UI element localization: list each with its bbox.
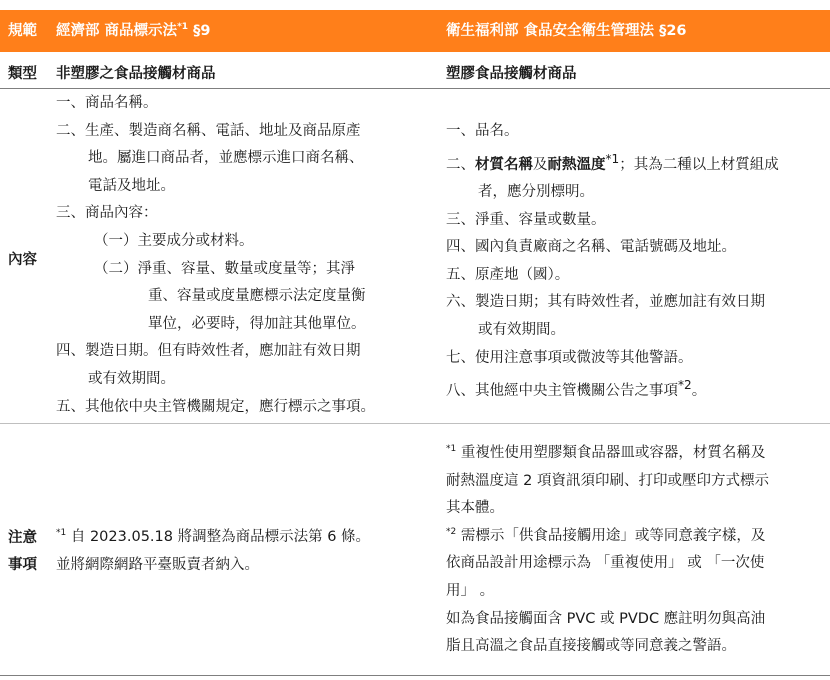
note-line: $^{*1}$ 重複性使用塑膠類食品器皿或容器，材質名稱及 xyxy=(446,444,766,461)
note-line: 其本體。 xyxy=(446,500,504,517)
row-divider xyxy=(0,88,830,89)
footnote-marker: *1 xyxy=(446,444,457,454)
type-row-label: 類型 xyxy=(8,66,37,82)
notes-row-label xyxy=(8,525,37,579)
list-item: 六、製造日期；其有時效性者，並應加註有效日期 xyxy=(446,294,765,311)
content-row-label: 內容 xyxy=(8,252,37,268)
header-regulation-label: 規範 xyxy=(8,23,37,39)
notes-col2 xyxy=(446,440,830,661)
sub-list-item-continuation: 重、容量或度量應標示法定度量衡 xyxy=(148,288,366,305)
material-name-term: 材質名稱 xyxy=(475,156,533,173)
notes-col1 xyxy=(56,524,436,579)
table-header-row xyxy=(0,10,830,52)
content-col2-list xyxy=(446,118,830,406)
type-col1: 非塑膠之食品接觸材商品 xyxy=(56,66,216,82)
note-line: $^{*2}$ 需標示「供食品接觸用途」或等同意義字樣，及 xyxy=(446,526,766,544)
list-item-continuation: 或有效期間。 xyxy=(88,370,175,387)
header-col1-footnote: *1 xyxy=(177,22,189,32)
header-col1 xyxy=(56,10,210,52)
list-item: 一、商品名稱。 xyxy=(56,95,158,111)
header-col1-title: 經濟部 商品標示法 xyxy=(56,23,178,39)
list-item-prefix: 二、 xyxy=(446,156,475,173)
list-item-text: ；其為二種以上材質組成 xyxy=(619,156,779,173)
list-item: 三、商品內容： xyxy=(56,205,158,222)
header-col1-section: §9 xyxy=(188,23,211,39)
content-col1-list xyxy=(56,90,426,421)
sub-list-item: （二）淨重、容量、數量或度量等；其淨 xyxy=(94,260,355,277)
list-item: 一、品名。 xyxy=(446,123,519,139)
notes-label-line: 事項 xyxy=(8,557,37,573)
row-divider xyxy=(0,423,830,424)
list-item xyxy=(446,146,830,179)
list-item-continuation: 地。屬進口商品者，並應標示進口商名稱、 xyxy=(88,150,364,167)
list-item: 五、其他依中央主管機關規定，應行標示之事項。 xyxy=(56,398,375,415)
list-item: 四、國內負責廠商之名稱、電話號碼及地址。 xyxy=(446,239,736,256)
heat-resistance-term: 耐熱溫度 xyxy=(547,156,606,173)
notes-label-line: 注意 xyxy=(8,530,37,546)
note-line: 脂且高溫之食品直接接觸或等同意義之警語。 xyxy=(446,638,736,655)
note-line: 耐熱溫度這 2 項資訊須印刷、打印或壓印方式標示 xyxy=(446,472,769,489)
list-item-continuation: 電話及地址。 xyxy=(88,177,175,194)
list-item: 二、生產、製造商名稱、電話、地址及商品原產 xyxy=(56,122,361,139)
list-item-text: 八、其他經中央主管機關公告之事項 xyxy=(446,383,678,399)
header-col2-title: 衛生福利部 食品安全衛生管理法 §26 xyxy=(446,23,687,39)
note-line: 如為食品接觸面含 PVC 或 PVDC 應註明勿與高油 xyxy=(446,610,766,627)
note-line: 用」 。 xyxy=(446,582,495,599)
list-item-continuation: 者，應分別標明。 xyxy=(478,184,594,201)
footnote-marker: *2 xyxy=(678,378,692,393)
note-line: $^{*1}$ 自 2023.05.18 將調整為商品標示法第 6 條。 xyxy=(56,528,371,545)
sub-list-item-continuation: 單位，必要時，得加註其他單位。 xyxy=(148,315,366,332)
sub-list-item: （一）主要成分或材料。 xyxy=(94,232,254,249)
table-bottom-rule xyxy=(0,675,830,676)
list-item xyxy=(446,372,830,405)
list-item: 七、使用注意事項或微波等其他警語。 xyxy=(446,349,693,366)
list-item: 四、製造日期。但有時效性者，應加註有效日期 xyxy=(56,343,361,360)
footnote-marker: *1 xyxy=(56,528,67,538)
list-item-text: 。 xyxy=(691,383,707,399)
note-line: 並將網際網路平臺販賣者納入。 xyxy=(56,556,259,573)
footnote-marker: *1 xyxy=(605,151,620,166)
type-col2: 塑膠食品接觸材商品 xyxy=(446,66,577,82)
list-item-text: 及 xyxy=(533,156,548,173)
list-item: 五、原產地（國）。 xyxy=(446,266,570,283)
footnote-marker: *2 xyxy=(446,526,457,537)
list-item: 三、淨重、容量或數量。 xyxy=(446,211,606,228)
note-line: 依商品設計用途標示為 「重複使用」 或 「一次使 xyxy=(446,555,765,572)
list-item-continuation: 或有效期間。 xyxy=(478,321,565,338)
